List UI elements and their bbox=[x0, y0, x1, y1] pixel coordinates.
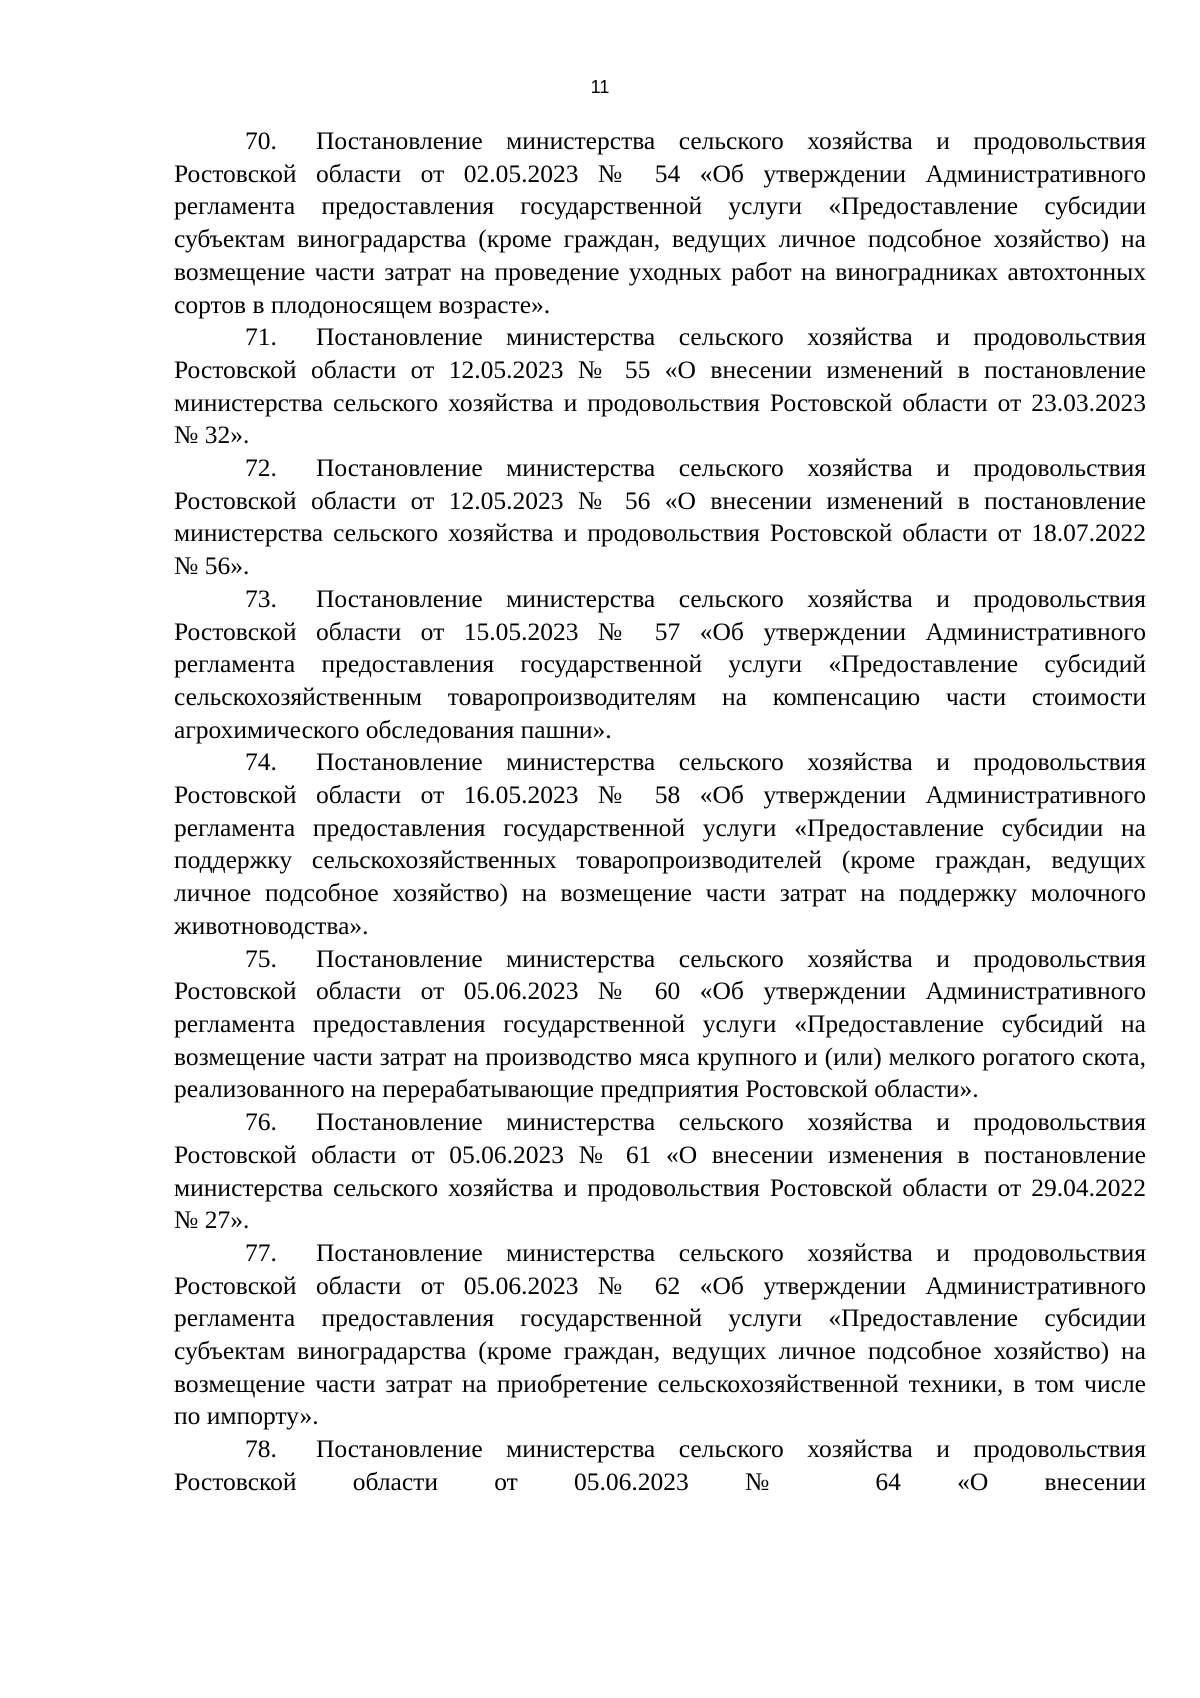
item-text: Постановление министерства сельского хозяйства и продовольствия Ростовской области от 05.06.2023 № 61 «О внесении изменения в постановление министерства сельского хозяйства и продовольствия Ростовской области от 29.04.2022 № 27». bbox=[174, 1107, 1146, 1235]
item-text: Постановление министерства сельского хозяйства и продовольствия Ростовской области от 05.06.2023 № 62 «Об утверждении Административного регламента предоставления государственной услуги «Предоставление субсидии субъектам виноградарства (кроме граждан, ведущих личное подсобное хозяйство) на возмещение части затрат на приобретение сельскохозяйственной техники, в том числе по импорту». bbox=[174, 1237, 1146, 1431]
list-item bbox=[174, 1106, 1146, 1237]
item-text: Постановление министерства сельского хозяйства и продовольствия Ростовской области от 05.06.2023 № 64 «О внесении bbox=[174, 1434, 1146, 1496]
list-item bbox=[174, 321, 1146, 452]
list-item bbox=[174, 943, 1146, 1107]
item-text: Постановление министерства сельского хозяйства и продовольствия Ростовской области от 12.05.2023 № 55 «О внесении изменений в постановление министерства сельского хозяйства и продовольствия Ростовской области от 23.03.2023 № 32». bbox=[174, 322, 1146, 450]
list-item bbox=[174, 583, 1146, 747]
page-number: 11 bbox=[590, 77, 610, 97]
list-item bbox=[174, 452, 1146, 583]
item-number: 74. bbox=[245, 747, 277, 777]
item-text: Постановление министерства сельского хозяйства и продовольствия Ростовской области от 05.06.2023 № 60 «Об утверждении Административного регламента предоставления государственной услуги «Предоставление субсидий на возмещение части затрат на производство мяса крупного и (или) мелкого рогатого скота, реализованного на перерабатывающие предприятия Ростовской области». bbox=[174, 943, 1146, 1104]
item-number: 78. bbox=[245, 1434, 277, 1464]
item-text: Постановление министерства сельского хозяйства и продовольствия Ростовской области от 15.05.2023 № 57 «Об утверждении Административного регламента предоставления государственной услуги «Предоставление субсидий сельскохозяйственным товаропроизводителям на компенсацию части стоимости агрохимического обследования пашни». bbox=[174, 583, 1146, 744]
item-text: Постановление министерства сельского хозяйства и продовольствия Ростовской области от 12.05.2023 № 56 «О внесении изменений в постановление министерства сельского хозяйства и продовольствия Ростовской области от 18.07.2022 № 56». bbox=[174, 453, 1146, 581]
item-text: Постановление министерства сельского хозяйства и продовольствия Ростовской области от 16.05.2023 № 58 «Об утверждении Административного регламента предоставления государственной услуги «Предоставление субсидии на поддержку сельскохозяйственных товаропроизводителей (кроме граждан, ведущих личное подсобное хозяйство) на возмещение части затрат на поддержку молочного животноводства». bbox=[174, 747, 1146, 940]
item-number: 75. bbox=[245, 943, 277, 973]
list-item bbox=[174, 1433, 1146, 1498]
item-text: Постановление министерства сельского хозяйства и продовольствия Ростовской области от 02.05.2023 № 54 «Об утверждении Административного регламента предоставления государственной услуги «Предоставление субсидии субъектам виноградарства (кроме граждан, ведущих личное подсобное хозяйство) на возмещение части затрат на проведение уходных работ на виноградниках автохтонных сортов в плодоносящем возрасте». bbox=[174, 126, 1146, 319]
item-number: 77. bbox=[245, 1237, 277, 1267]
list-item bbox=[174, 746, 1146, 942]
item-number: 72. bbox=[245, 453, 277, 483]
list-item bbox=[174, 125, 1146, 321]
item-number: 73. bbox=[245, 583, 277, 613]
item-number: 76. bbox=[245, 1107, 277, 1137]
item-number: 71. bbox=[245, 322, 277, 352]
item-number: 70. bbox=[245, 126, 277, 155]
document-body bbox=[174, 125, 1146, 1499]
list-item bbox=[174, 1237, 1146, 1433]
